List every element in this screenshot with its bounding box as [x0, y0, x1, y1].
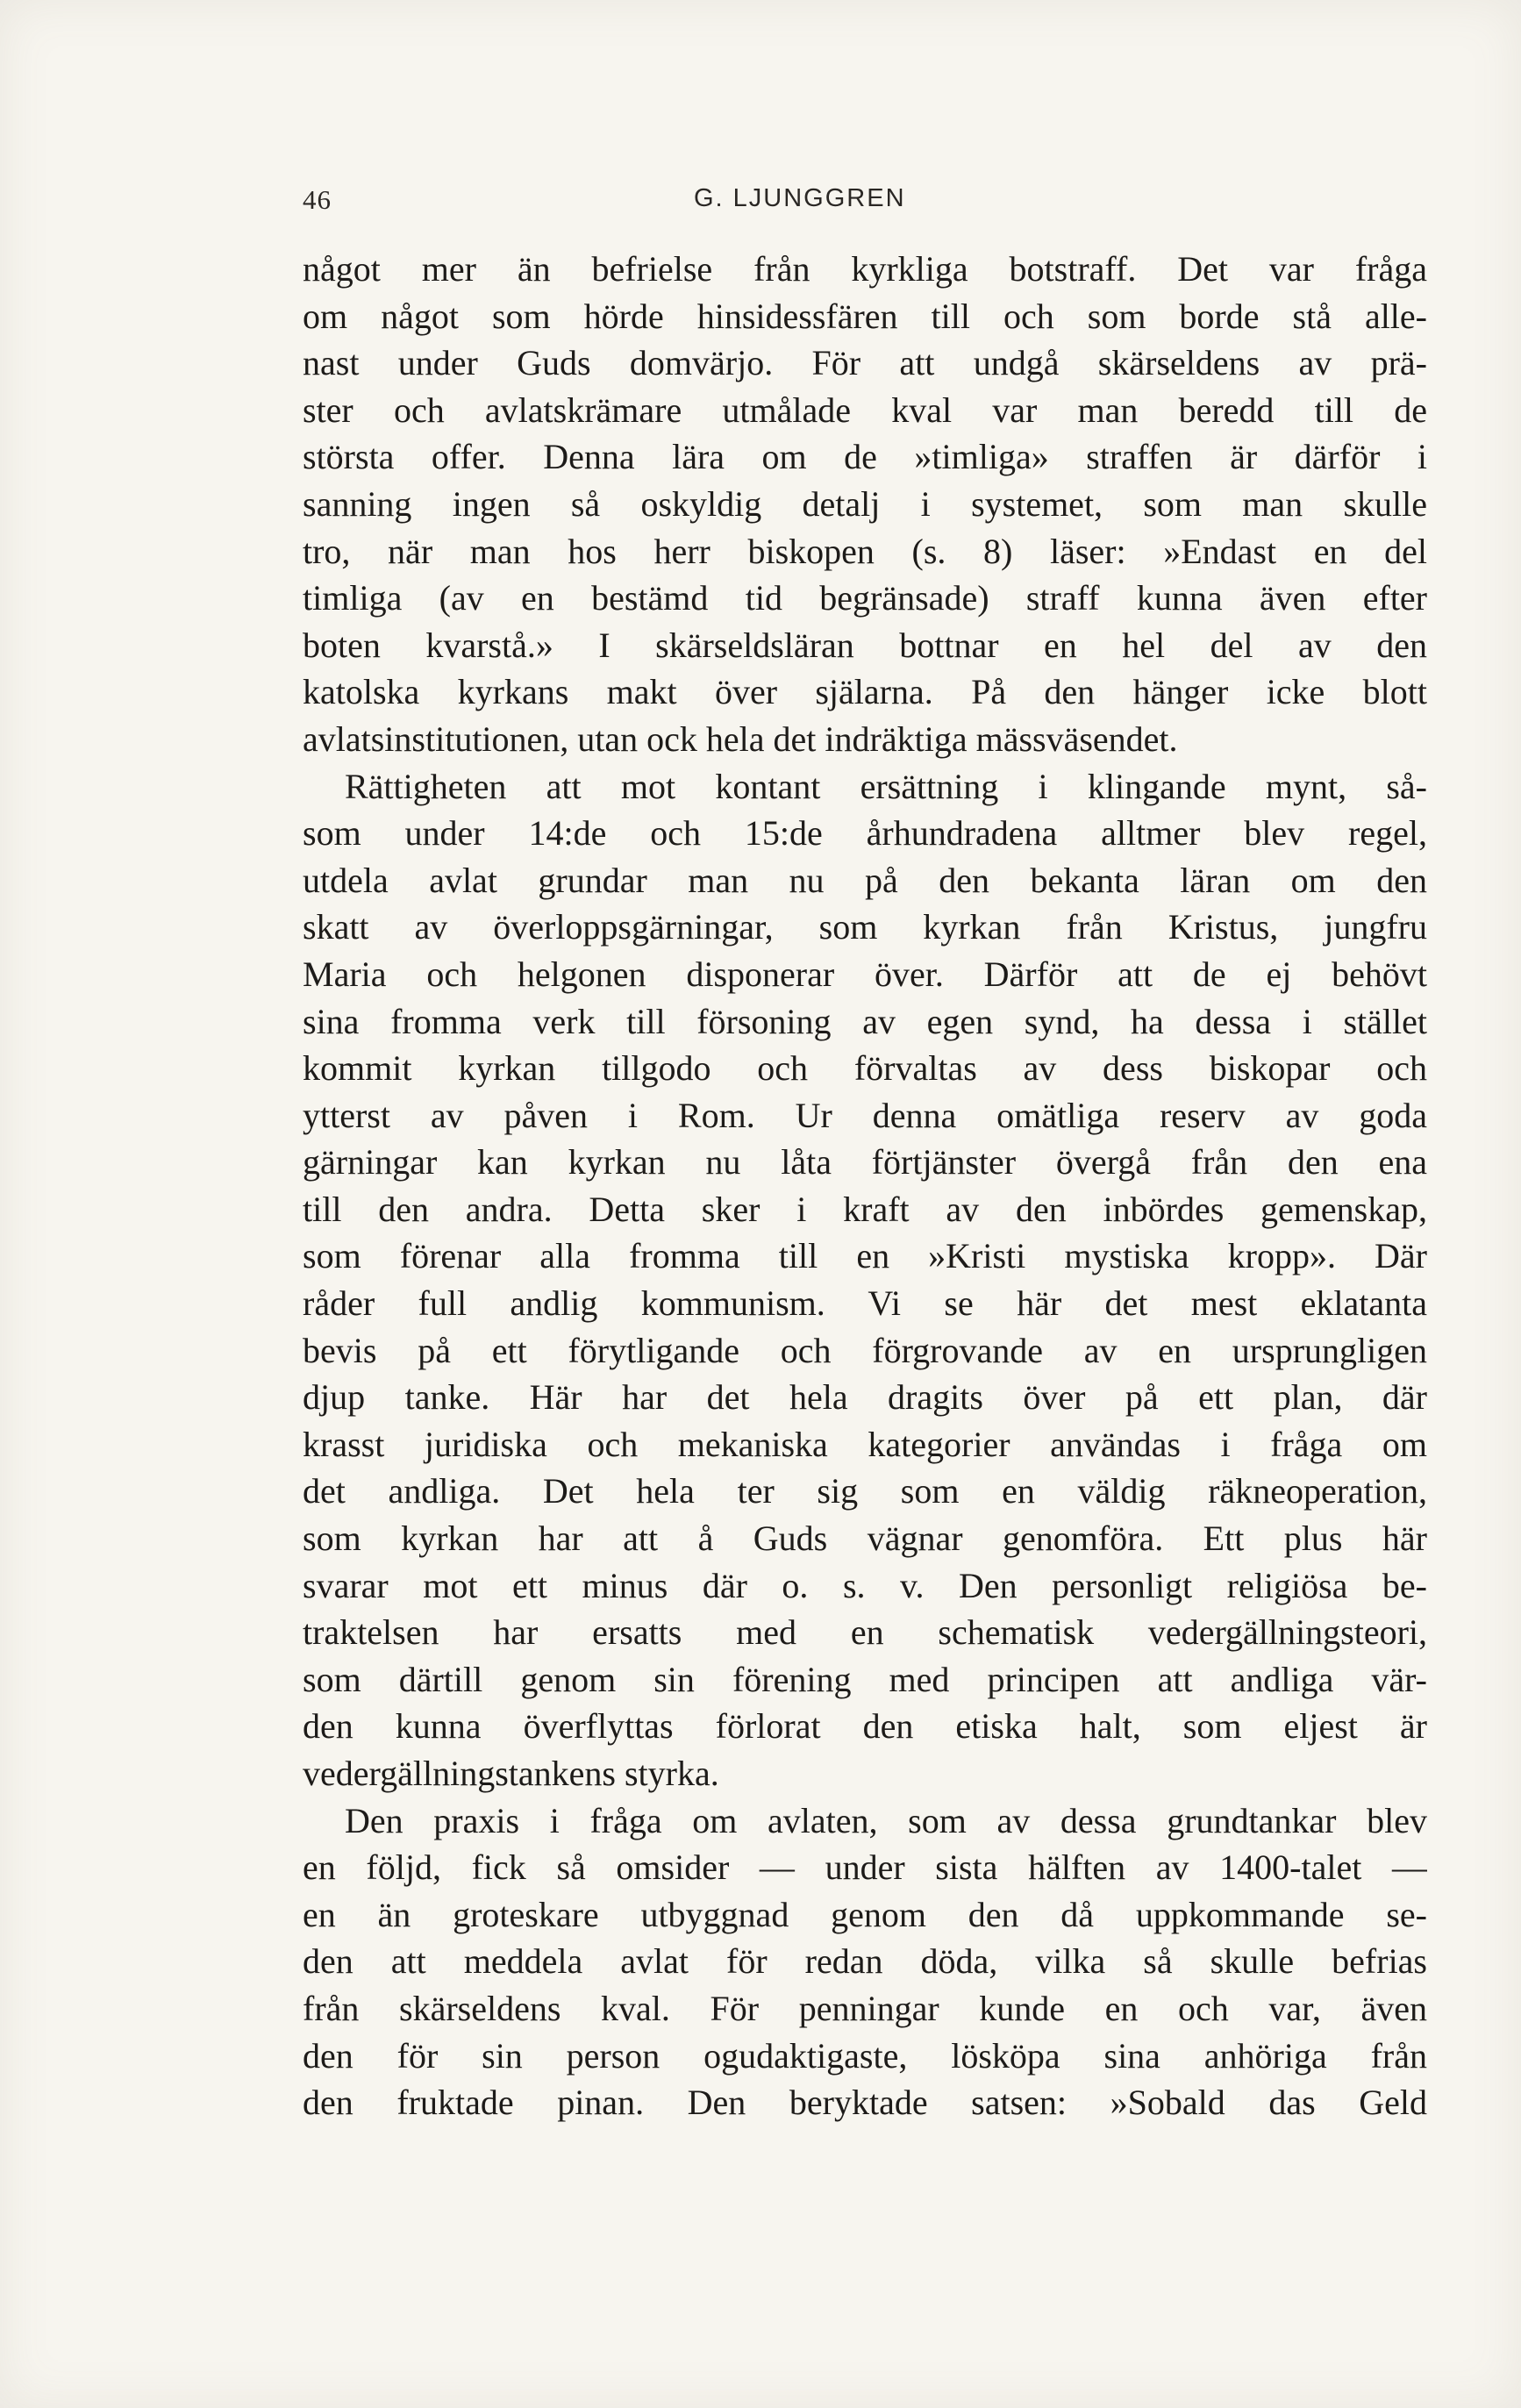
text-line: vedergällningstankens styrka. [303, 1754, 719, 1793]
text-line: råder full andlig kommunism. Vi se här det mest eklatanta [303, 1283, 1427, 1324]
text-line: gärningar kan kyrkan nu låta förtjänster övergå från den ena [303, 1142, 1427, 1183]
page-header [303, 184, 1425, 228]
text-line: sina fromma verk till försoning av egen synd, ha dessa i stället [303, 1001, 1427, 1041]
text-line: utdela avlat grundar man nu på den bekanta läran om den [303, 860, 1427, 900]
page-number: 46 [303, 184, 332, 215]
text-line: en än groteskare utbyggnad genom den då uppkommande se- [303, 1894, 1427, 1934]
text-line: krasst juridiska och mekaniska kategorier användas i fråga om [303, 1424, 1427, 1464]
text-line: Den praxis i fråga om avlaten, som av dessa grundtankar blev [345, 1800, 1427, 1840]
text-line: Maria och helgonen disponerar över. Därför att de ej behövt [303, 954, 1427, 994]
text-line: katolska kyrkans makt över själarna. På den hänger icke blott [303, 672, 1427, 712]
text-line: den att meddela avlat för redan döda, vilka så skulle befrias [303, 1941, 1427, 1982]
text-line: bevis på ett förytligande och förgrovande av en ursprungligen [303, 1330, 1427, 1370]
text-line: den för sin person ogudaktigaste, lösköpa sina anhöriga från [303, 2035, 1427, 2076]
text-line: kommit kyrkan tillgodo och förvaltas av dess biskopar och [303, 1048, 1427, 1089]
text-line: nast under Guds domvärjo. För att undgå skärseldens av prä- [303, 343, 1427, 383]
text-line: Rättigheten att mot kontant ersättning i klingande mynt, så- [345, 766, 1427, 806]
text-line: timliga (av en bestämd tid begränsade) straff kunna även efter [303, 578, 1427, 618]
text-line: traktelsen har ersatts med en schematisk vedergällningsteori, [303, 1612, 1427, 1653]
text-line: avlatsinstitutionen, utan ock hela det indräktiga mässväsendet. [303, 718, 1178, 759]
text-line: något mer än befrielse från kyrkliga botstraff. Det var fråga [303, 249, 1427, 289]
paragraph [303, 1797, 1427, 2126]
text-line: den fruktade pinan. Den beryktade satsen: »Sobald das Geld [303, 2083, 1427, 2123]
text-line: tro, när man hos herr biskopen (s. 8) läser: »Endast en del [303, 531, 1427, 571]
text-line: sanning ingen så oskyldig detalj i systemet, som man skulle [303, 483, 1427, 524]
text-line: den kunna överflyttas förlorat den etiska halt, som eljest är [303, 1706, 1427, 1747]
text-line: som under 14:de och 15:de århundradena alltmer blev regel, [303, 813, 1427, 854]
text-line: som förenar alla fromma till en »Kristi mystiska kropp». Där [303, 1236, 1427, 1276]
text-line: från skärseldens kval. För penningar kunde en och var, även [303, 1988, 1427, 2028]
text-line: som kyrkan har att å Guds vägnar genomföra. Ett plus här [303, 1518, 1427, 1559]
body-text [303, 246, 1427, 2126]
text-line: ster och avlatskrämare utmålade kval var man beredd till de [303, 389, 1427, 430]
text-line: boten kvarstå.» I skärseldsläran bottnar en hel del av den [303, 625, 1427, 665]
text-line: som därtill genom sin förening med principen att andliga vär- [303, 1659, 1427, 1699]
text-line: skatt av överloppsgärningar, som kyrkan från Kristus, jungfru [303, 907, 1427, 947]
text-line: om något som hörde hinsidessfären till och som borde stå alle- [303, 296, 1427, 336]
paragraph [303, 763, 1427, 1797]
text-line: ytterst av påven i Rom. Ur denna omätliga reserv av goda [303, 1095, 1427, 1135]
text-line: svarar mot ett minus där o. s. v. Den personligt religiösa be- [303, 1565, 1427, 1605]
text-line: största offer. Denna lära om de »timliga» straffen är därför i [303, 437, 1427, 477]
text-line: till den andra. Detta sker i kraft av den inbördes gemenskap, [303, 1189, 1427, 1229]
text-line: det andliga. Det hela ter sig som en väldig räkneoperation, [303, 1471, 1427, 1511]
running-head: G. LJUNGGREN [694, 184, 906, 212]
paragraph [303, 246, 1427, 763]
text-line: djup tanke. Här har det hela dragits över på ett plan, där [303, 1377, 1427, 1418]
text-line: en följd, fick så omsider — under sista hälften av 1400-talet — [303, 1847, 1427, 1888]
